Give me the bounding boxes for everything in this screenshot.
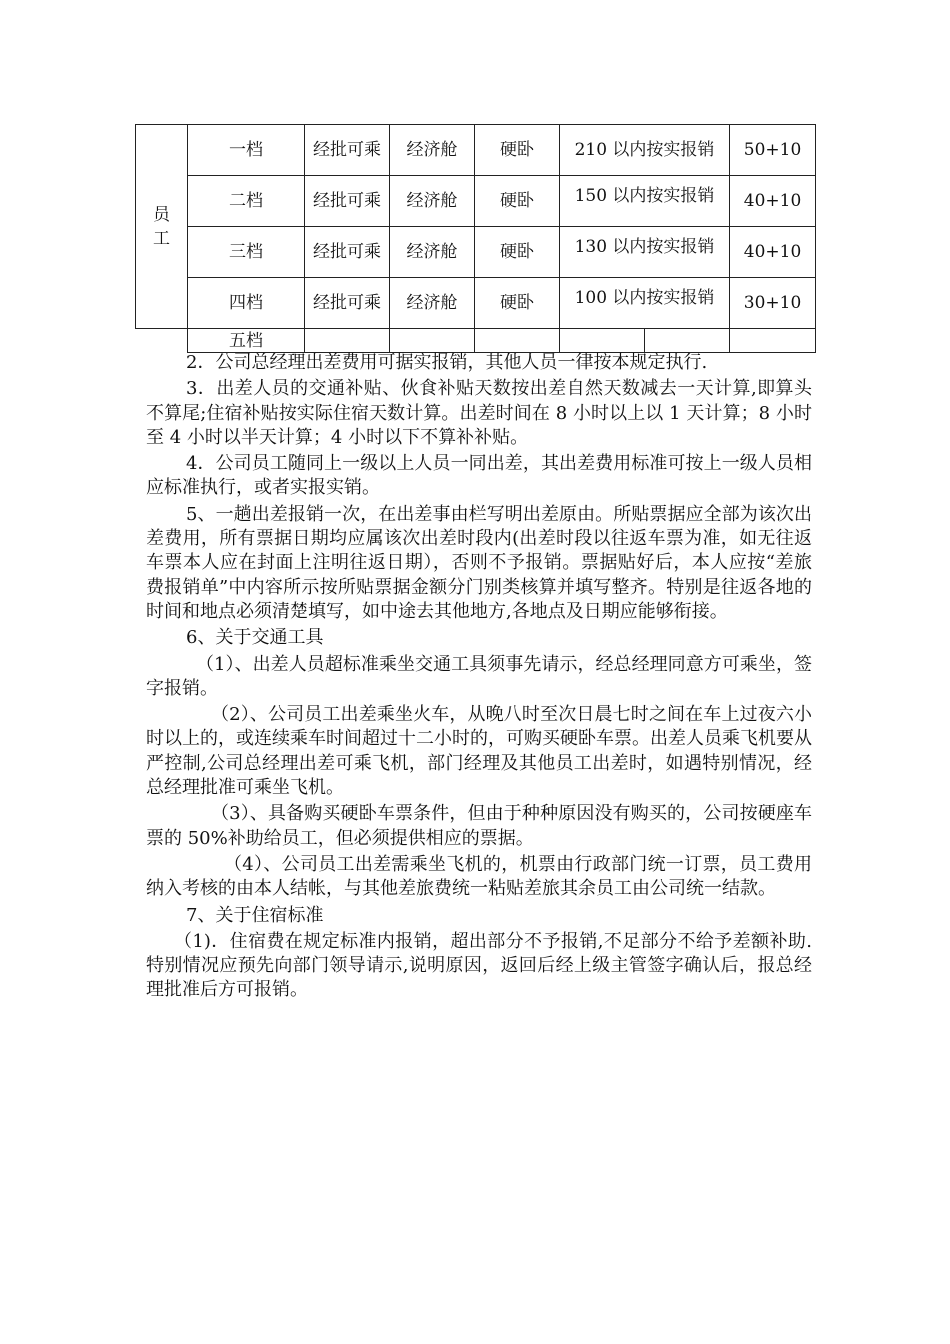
paragraph-4: 4．公司员工随同上一级以上人员一同出差，其出差费用标准可按上一级人员相应标准执行，或者实报实销。 <box>146 453 812 499</box>
table-row <box>136 125 816 176</box>
flight-cell: 经济舱 <box>390 176 475 227</box>
category-label: 员工 <box>153 204 170 249</box>
train-cell <box>475 329 560 353</box>
paragraph-3: 3．出差人员的交通补贴、伙食补贴天数按出差自然天数减去一天计算,即算头不算尾;住宿补贴按实际住宿天数计算。出差时间在 8 小时以上以 1 天计算；8 小时至 4 小时以半天计算；4 小时以下不算补补贴。 <box>146 378 812 448</box>
flight-cell: 经济舱 <box>390 278 475 329</box>
table-row <box>136 329 816 353</box>
allowance-cell: 40+10 <box>730 176 816 227</box>
table-row <box>136 176 816 227</box>
extra-cell <box>645 329 730 353</box>
body-text <box>146 351 812 1005</box>
hotel-cell <box>560 329 645 353</box>
hotel-cell: 210 以内按实报销 <box>560 125 730 176</box>
approval-cell: 经批可乘 <box>305 227 390 278</box>
train-cell: 硬卧 <box>475 227 560 278</box>
approval-cell: 经批可乘 <box>305 278 390 329</box>
grade-cell: 四档 <box>188 278 305 329</box>
approval-cell: 经批可乘 <box>305 176 390 227</box>
hotel-cell: 100 以内按实报销 <box>560 278 730 329</box>
hotel-cell: 150 以内按实报销 <box>560 176 730 227</box>
paragraph-6-1: （1）、出差人员超标准乘坐交通工具须事先请示，经总经理同意方可乘坐，签字报销。 <box>146 653 812 699</box>
flight-cell: 经济舱 <box>390 125 475 176</box>
grade-cell: 五档 <box>188 329 305 353</box>
grade-cell: 一档 <box>188 125 305 176</box>
paragraph-7-heading: 7、关于住宿标准 <box>186 904 324 926</box>
grade-cell: 三档 <box>188 227 305 278</box>
allowance-cell: 30+10 <box>730 278 816 329</box>
paragraph-2: 2．公司总经理出差费用可据实报销，其他人员一律按本规定执行. <box>186 352 708 373</box>
paragraph-6-heading: 6、关于交通工具 <box>186 627 324 649</box>
paragraph-5: 5、一趟出差报销一次，在出差事由栏写明出差原由。所贴票据应全部为该次出差费用，所有票据日期均应属该次出差时段内(出差时段以往返车票为准，如无往返车票本人应在封面上注明往返日期），否则不予报销。票据贴好后，本人应按“差旅费报销单”中内容所示按所贴票据金额分门别类核算并填写整齐。特别是往返各地的时间和地点必须清楚填写，如中途去其他地方,各地点及日期应能够衔接。 <box>146 503 812 622</box>
paragraph-6-2: （2）、公司员工出差乘坐火车，从晚八时至次日晨七时之间在车上过夜六小时以上的，或连续乘车时间超过十二小时的，可购买硬卧车票。出差人员乘飞机要从严控制,公司总经理出差可乘飞机，部门经理及其他员工出差时，如遇特别情况，经总经理批准可乘坐飞机。 <box>146 704 812 799</box>
allowance-cell <box>730 329 816 353</box>
grade-cell: 二档 <box>188 176 305 227</box>
approval-cell <box>305 329 390 353</box>
paragraph-7-1: （1)．住宿费在规定标准内报销，超出部分不予报销,不足部分不给予差额补助.特别情况应预先向部门领导请示,说明原因，返回后经上级主管签字确认后，报总经理批准后方可报销。 <box>146 930 812 1001</box>
hotel-cell: 130 以内按实报销 <box>560 227 730 278</box>
train-cell: 硬卧 <box>475 125 560 176</box>
category-cell <box>136 125 188 329</box>
train-cell: 硬卧 <box>475 278 560 329</box>
flight-cell <box>390 329 475 353</box>
train-cell: 硬卧 <box>475 176 560 227</box>
empty-cell <box>136 329 188 353</box>
allowance-cell: 50+10 <box>730 125 816 176</box>
paragraph-6-4: （4）、公司员工出差需乘坐飞机的，机票由行政部门统一订票，员工费用纳入考核的由本人结帐，与其他差旅费统一粘贴差旅其余员工由公司统一结款。 <box>146 853 812 900</box>
allowance-cell: 40+10 <box>730 227 816 278</box>
table-row <box>136 278 816 329</box>
table-row <box>136 227 816 278</box>
approval-cell: 经批可乘 <box>305 125 390 176</box>
travel-standard-table <box>135 124 816 353</box>
paragraph-6-3: （3）、具备购买硬卧车票条件，但由于种种原因没有购买的，公司按硬座车票的 50%补助给员工，但必须提供相应的票据。 <box>146 803 812 849</box>
flight-cell: 经济舱 <box>390 227 475 278</box>
